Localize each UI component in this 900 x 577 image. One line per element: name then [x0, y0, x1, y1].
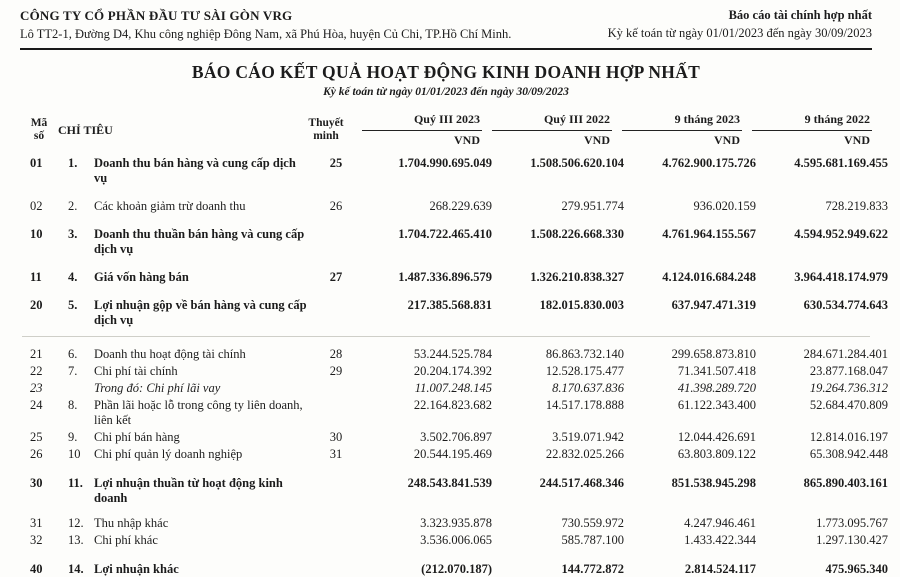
row-value-col1: (212.070.187)	[421, 562, 492, 576]
period-underline	[492, 130, 612, 131]
section-divider	[22, 336, 870, 337]
row-value-col3: 63.803.809.122	[677, 447, 756, 461]
row-value-col3: 2.814.524.117	[684, 562, 756, 576]
table-row	[20, 533, 888, 548]
row-note: 29	[329, 364, 343, 378]
period-unit: VND	[714, 133, 740, 147]
row-code: 20	[30, 298, 43, 312]
column-header-period-2	[482, 112, 612, 148]
column-header-period-3	[612, 112, 742, 148]
row-value-col4: 865.890.403.161	[803, 476, 888, 490]
column-header-period-1	[352, 112, 482, 148]
row-label: Doanh thu bán hàng và cung cấp dịch vụ	[94, 156, 296, 185]
row-value-col2: 14.517.178.888	[545, 398, 624, 412]
row-number: 11.	[68, 476, 83, 490]
period-label: Quý III 2022	[543, 112, 610, 126]
period-unit: VND	[454, 133, 480, 147]
table-row	[20, 199, 888, 214]
row-number: 8.	[68, 398, 78, 412]
row-value-col3: 4.762.900.175.726	[662, 156, 756, 170]
column-header-code	[20, 117, 58, 142]
period-underline	[362, 130, 482, 131]
row-code: 24	[30, 398, 43, 412]
row-value-col3: 299.658.873.810	[671, 347, 756, 361]
period-label: Quý III 2023	[413, 112, 480, 126]
column-header-note-line1: Thuyết	[308, 117, 344, 130]
row-value-col2: 144.772.872	[561, 562, 624, 576]
row-code: 31	[30, 516, 43, 530]
row-value-col2: 12.528.175.477	[545, 364, 624, 378]
row-value-col1: 1.487.336.896.579	[398, 270, 492, 284]
row-value-col2: 1.326.210.838.327	[530, 270, 624, 284]
row-value-col4: 12.814.016.197	[809, 430, 888, 444]
period-underline	[622, 130, 742, 131]
table-row	[20, 227, 888, 257]
row-value-col4: 65.308.942.448	[809, 447, 888, 461]
column-header-note	[300, 117, 352, 142]
row-code: 30	[30, 476, 43, 490]
row-label: Phần lãi hoặc lỗ trong công ty liên doanh, liên kết	[94, 398, 303, 427]
row-note: 28	[329, 347, 343, 361]
letterhead-left	[20, 8, 511, 42]
row-code: 26	[30, 447, 43, 461]
table-row	[20, 298, 888, 328]
row-value-col3: 4.124.016.684.248	[662, 270, 756, 284]
table-header	[20, 112, 872, 148]
row-value-col4: 1.773.095.767	[816, 516, 888, 530]
row-value-col4: 52.684.470.809	[809, 398, 888, 412]
report-type: Báo cáo tài chính hợp nhất	[728, 8, 872, 22]
row-label: Doanh thu thuần bán hàng và cung cấp dịch vụ	[94, 227, 305, 256]
row-label: Thu nhập khác	[94, 516, 169, 530]
row-note: 25	[329, 156, 343, 170]
row-number: 3.	[68, 227, 78, 241]
row-code: 40	[30, 562, 43, 576]
table-row	[20, 364, 888, 379]
report-title: BÁO CÁO KẾT QUẢ HOẠT ĐỘNG KINH DOANH HỢP NHẤT	[191, 62, 701, 82]
period-label: 9 tháng 2022	[804, 112, 870, 126]
row-value-col2: 8.170.637.836	[552, 381, 624, 395]
row-label: Lợi nhuận thuần từ hoạt động kinh doanh	[94, 476, 283, 505]
column-header-period-4	[742, 112, 872, 148]
row-number: 10	[68, 447, 81, 461]
row-value-col1: 248.543.841.539	[407, 476, 492, 490]
row-value-col2: 279.951.774	[561, 199, 624, 213]
row-value-col1: 20.544.195.469	[413, 447, 492, 461]
table-row	[20, 381, 888, 396]
row-value-col1: 1.704.722.465.410	[398, 227, 492, 241]
row-value-col3: 1.433.422.344	[684, 533, 756, 547]
row-number: 13.	[68, 533, 84, 547]
row-value-col3: 936.020.159	[693, 199, 756, 213]
row-label: Giá vốn hàng bán	[94, 270, 189, 284]
period-unit: VND	[844, 133, 870, 147]
row-number: 14.	[68, 562, 84, 576]
row-code: 21	[30, 347, 43, 361]
row-value-col4: 728.219.833	[825, 199, 888, 213]
row-label: Chi phí tài chính	[94, 364, 178, 378]
row-value-col2: 585.787.100	[561, 533, 624, 547]
row-label: Chi phí quản lý doanh nghiệp	[94, 447, 243, 461]
header-divider	[20, 48, 872, 50]
row-value-col2: 86.863.732.140	[545, 347, 624, 361]
table-body	[20, 156, 888, 577]
row-value-col2: 22.832.025.266	[545, 447, 624, 461]
row-value-col4: 4.594.952.949.622	[794, 227, 888, 241]
row-value-col1: 3.323.935.878	[420, 516, 492, 530]
row-value-col4: 1.297.130.427	[816, 533, 888, 547]
row-note: 27	[329, 270, 343, 284]
company-name: CÔNG TY CỔ PHẦN ĐẦU TƯ SÀI GÒN VRG	[20, 8, 293, 23]
table-row	[20, 430, 888, 445]
row-value-col2: 730.559.972	[561, 516, 624, 530]
row-note: 26	[329, 199, 343, 213]
letterhead-right	[608, 8, 872, 41]
table-row	[20, 447, 888, 462]
row-value-col1: 217.385.568.831	[407, 298, 492, 312]
row-value-col1: 1.704.990.695.049	[398, 156, 492, 170]
company-address: Lô TT2-1, Đường D4, Khu công nghiệp Đông Nam, xã Phú Hòa, huyện Củ Chi, TP.Hồ Chí Minh.	[20, 27, 512, 41]
row-code: 10	[30, 227, 43, 241]
letterhead	[20, 8, 872, 42]
row-label: Doanh thu hoạt động tài chính	[94, 347, 246, 361]
row-code: 25	[30, 430, 43, 444]
table-row	[20, 270, 888, 285]
row-note: 31	[329, 447, 343, 461]
row-number: 6.	[68, 347, 78, 361]
row-value-col3: 4.247.946.461	[684, 516, 756, 530]
report-period: Kỳ kế toán từ ngày 01/01/2023 đến ngày 30/09/2023	[607, 26, 872, 40]
row-label: Chi phí bán hàng	[94, 430, 180, 444]
row-value-col3: 41.398.289.720	[677, 381, 756, 395]
table-row	[20, 516, 888, 531]
row-code: 22	[30, 364, 43, 378]
column-header-code-line2: số	[33, 130, 45, 142]
row-value-col1: 11.007.248.145	[414, 381, 492, 395]
row-value-col1: 3.502.706.897	[420, 430, 492, 444]
row-label: Lợi nhuận khác	[94, 562, 179, 576]
row-value-col4: 3.964.418.174.979	[794, 270, 888, 284]
row-value-col2: 3.519.071.942	[552, 430, 624, 444]
row-code: 01	[30, 156, 43, 170]
column-header-item: CHỈ TIÊU	[58, 122, 113, 137]
row-code: 11	[30, 270, 42, 284]
row-value-col1: 268.229.639	[429, 199, 492, 213]
row-number: 2.	[68, 199, 78, 213]
row-value-col2: 182.015.830.003	[539, 298, 624, 312]
column-header-note-line2: minh	[313, 130, 339, 142]
row-value-col2: 1.508.226.668.330	[530, 227, 624, 241]
row-value-col4: 630.534.774.643	[803, 298, 888, 312]
row-value-col3: 637.947.471.319	[671, 298, 756, 312]
table-row	[20, 562, 888, 577]
row-note: 30	[329, 430, 343, 444]
row-value-col1: 20.204.174.392	[413, 364, 492, 378]
row-value-col2: 244.517.468.346	[539, 476, 624, 490]
row-code: 23	[30, 381, 43, 395]
row-number: 12.	[68, 516, 84, 530]
row-value-col1: 53.244.525.784	[413, 347, 492, 361]
row-label: Lợi nhuận gộp về bán hàng và cung cấp dịch vụ	[94, 298, 307, 327]
row-code: 32	[30, 533, 43, 547]
row-number: 5.	[68, 298, 78, 312]
row-value-col3: 71.341.507.418	[677, 364, 756, 378]
row-value-col4: 23.877.168.047	[809, 364, 888, 378]
row-number: 7.	[68, 364, 78, 378]
row-label: Chi phí khác	[94, 533, 158, 547]
column-header-code-line1: Mã	[30, 117, 48, 130]
row-value-col1: 22.164.823.682	[413, 398, 492, 412]
row-number: 4.	[68, 270, 78, 284]
table-row	[20, 156, 888, 186]
table-row	[20, 476, 888, 506]
row-value-col3: 4.761.964.155.567	[662, 227, 756, 241]
row-code: 02	[30, 199, 43, 213]
table-row	[20, 347, 888, 362]
period-label: 9 tháng 2023	[674, 112, 740, 126]
row-value-col4: 475.965.340	[825, 562, 888, 576]
row-value-col4: 19.264.736.312	[809, 381, 888, 395]
row-number: 9.	[68, 430, 78, 444]
row-number: 1.	[68, 156, 78, 170]
row-value-col4: 284.671.284.401	[803, 347, 888, 361]
report-subtitle: Kỳ kế toán từ ngày 01/01/2023 đến ngày 30/09/2023	[323, 86, 569, 98]
table-row	[20, 398, 888, 428]
row-label: Trong đó: Chi phí lãi vay	[94, 381, 221, 395]
row-label: Các khoản giảm trừ doanh thu	[94, 199, 246, 213]
period-underline	[752, 130, 872, 131]
row-value-col3: 12.044.426.691	[677, 430, 756, 444]
row-value-col2: 1.508.506.620.104	[530, 156, 624, 170]
row-value-col3: 851.538.945.298	[671, 476, 756, 490]
row-value-col1: 3.536.006.065	[420, 533, 492, 547]
period-unit: VND	[584, 133, 610, 147]
row-value-col4: 4.595.681.169.455	[794, 156, 888, 170]
row-value-col3: 61.122.343.400	[677, 398, 756, 412]
